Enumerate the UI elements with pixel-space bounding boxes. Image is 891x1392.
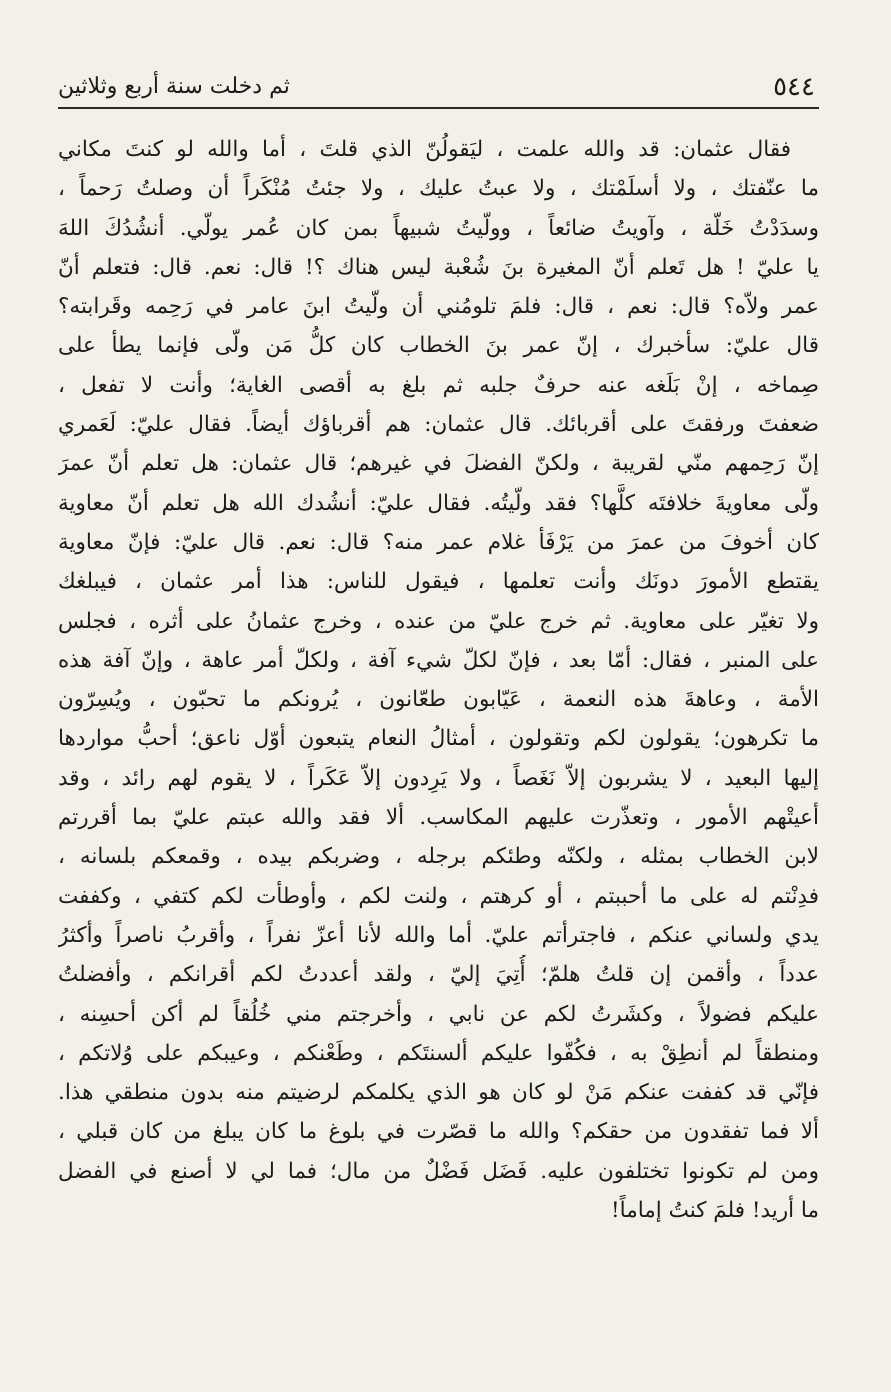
page-header	[58, 62, 819, 104]
text-line: لابن الخطاب بمثله ، ولكنّه وطئكم برجله ، وضربكم بيده ، وقمعكم بلسانه ،	[58, 844, 819, 870]
text-line: فإنّي قد كففت عنكم مَنْ لو كان هو الذي يكلمكم لرضيتم منه بدون منطقي هذا.	[58, 1080, 819, 1106]
text-line: إليها البعيد ، لا يشربون إلاّ نَغَصاً ، ولا يَرِدون إلاّ عَكَراً ، لا يقوم لهم رائد ، وقد	[58, 765, 819, 791]
text-line: ما تكرهون؛ يقولون لكم وتقولون ، أمثالُ النعام يتبعون أوّل ناعق؛ أحبُّ مواردها	[58, 726, 819, 752]
text-line: الأمة ، وعاهةَ هذه النعمة ، عَيّابون طعّانون ، يُرونكم ما تحبّون ، ويُسِرّون	[58, 687, 819, 713]
text-line: فدِنْتم له على ما أحببتم ، أو كرهتم ، ولنت لكم ، وأوطأت لكم كتفي ، وكففت	[58, 883, 819, 909]
text-line: صِماخه ، إنْ بَلَغه عنه حرفٌ جلبه ثم بلغ به أقصى الغاية؛ وأنت لا تفعل ،	[58, 372, 819, 398]
text-line: عمر ولاّه؟ قال: نعم ، قال: فلمَ تلومُني أن ولّيتُ ابنَ عامر في رَحِمه وقَرابته؟	[58, 294, 819, 320]
text-line: ما أريد! فلمَ كنتُ إماماً!	[611, 1198, 819, 1224]
text-line: فقال عثمان: قد والله علمت ، ليَقولُنّ الذي قلتَ ، أما والله لو كنتَ مكاني	[58, 137, 791, 162]
header-rule	[58, 107, 819, 109]
text-line: يقتطع الأمورَ دونَك وأنت تعلمها ، فيقول للناس: هذا أمر عثمان ، فيبلغك	[58, 569, 819, 595]
text-line: يا عليّ ! هل تَعلم أنّ المغيرة بنَ شُعْبة ليس هناك ؟! قال: نعم. قال: فتعلم أنّ	[58, 254, 819, 280]
page-number: ٥٤٤	[773, 72, 815, 102]
text-line: ضعفتَ ورفقتَ على أقربائك. قال عثمان: هم أقرباؤك أيضاً. فقال عليّ: لَعَمري	[58, 412, 819, 438]
text-line: يدي ولساني عنكم ، فاجترأتم عليّ. أما والله لأنا أعزّ نفراً ، وأقربُ ناصراً وأكثرُ	[58, 922, 819, 948]
text-line: كان أخوفَ من عمرَ من يَرْفَأ غلام عمر منه؟ قال: نعم. قال عليّ: فإنّ معاوية	[58, 529, 819, 555]
text-line: ولا تغيّر على معاوية. ثم خرج عليّ من عنده ، وخرج عثمانُ على أثره ، فجلس	[58, 608, 819, 634]
text-line: ومنطقاً لم أنطِقْ به ، فكُفّوا عليكم ألسنتَكم ، وطَعْنكم ، وعيبكم على وُلاتكم ،	[58, 1040, 819, 1066]
running-title: ثم دخلت سنة أربع وثلاثين	[58, 74, 290, 99]
text-line: على المنبر ، فقال: أمّا بعد ، فإنّ لكلّ شيء آفة ، ولكلّ أمر عاهة ، وإنّ آفة هذه	[58, 647, 819, 673]
text-line: عليكم فضولاً ، وكشَرتُ لكم عن نابي ، وأخرجتم مني خُلُقاً لم أكن أحسِنه ،	[58, 1001, 819, 1027]
text-line: أعيتْهم الأمور ، وتعذّرت عليهم المكاسب. ألا فقد والله عبتم عليّ بما أقررتم	[58, 805, 819, 831]
text-line: وسدَدْتُ خَلّة ، وآويتُ ضائعاً ، وولّيتُ شبيهاً بمن كان عُمر يولّي. أنشُدُكَ اللهَ	[58, 215, 819, 241]
text-line: قال عليّ: سأخبرك ، إنّ عمر بنَ الخطاب كان كلُّ مَن ولّى فإنما يطأ على	[58, 333, 819, 359]
text-line: عدداً ، وأقمن إن قلتُ هلمّ؛ أُتِيَ إليّ ، ولقد أعددتُ لكم أقرانكم ، وأفضلتُ	[58, 962, 819, 988]
text-line: ولّى معاويةَ خلافتَه كلَّها؟ فقد ولّيتُه. فقال عليّ: أنشُدك الله هل تعلم أنّ معاوية	[58, 490, 819, 516]
text-line: إنّ رَحِمهم منّي لقريبة ، ولكنّ الفضلَ في غيرهم؛ قال عثمان: هل تعلم أنّ عمرَ	[58, 451, 819, 477]
text-line: ألا فما تفقدون من حقكم؟ والله ما قصّرت في بلوغ ما كان يبلغ من كان قبلي ،	[58, 1119, 819, 1145]
body-text	[58, 130, 819, 1230]
text-line: ومن لم تكونوا تختلفون عليه. فَضَل فَضْلٌ من مال؛ فما لي لا أصنع في الفضل	[58, 1158, 819, 1184]
text-line: ما عنّفتك ، ولا أسلَمْتك ، ولا عبتُ عليك ، ولا جئتُ مُنْكَراً أن وصلتُ رَحماً ،	[58, 176, 819, 202]
